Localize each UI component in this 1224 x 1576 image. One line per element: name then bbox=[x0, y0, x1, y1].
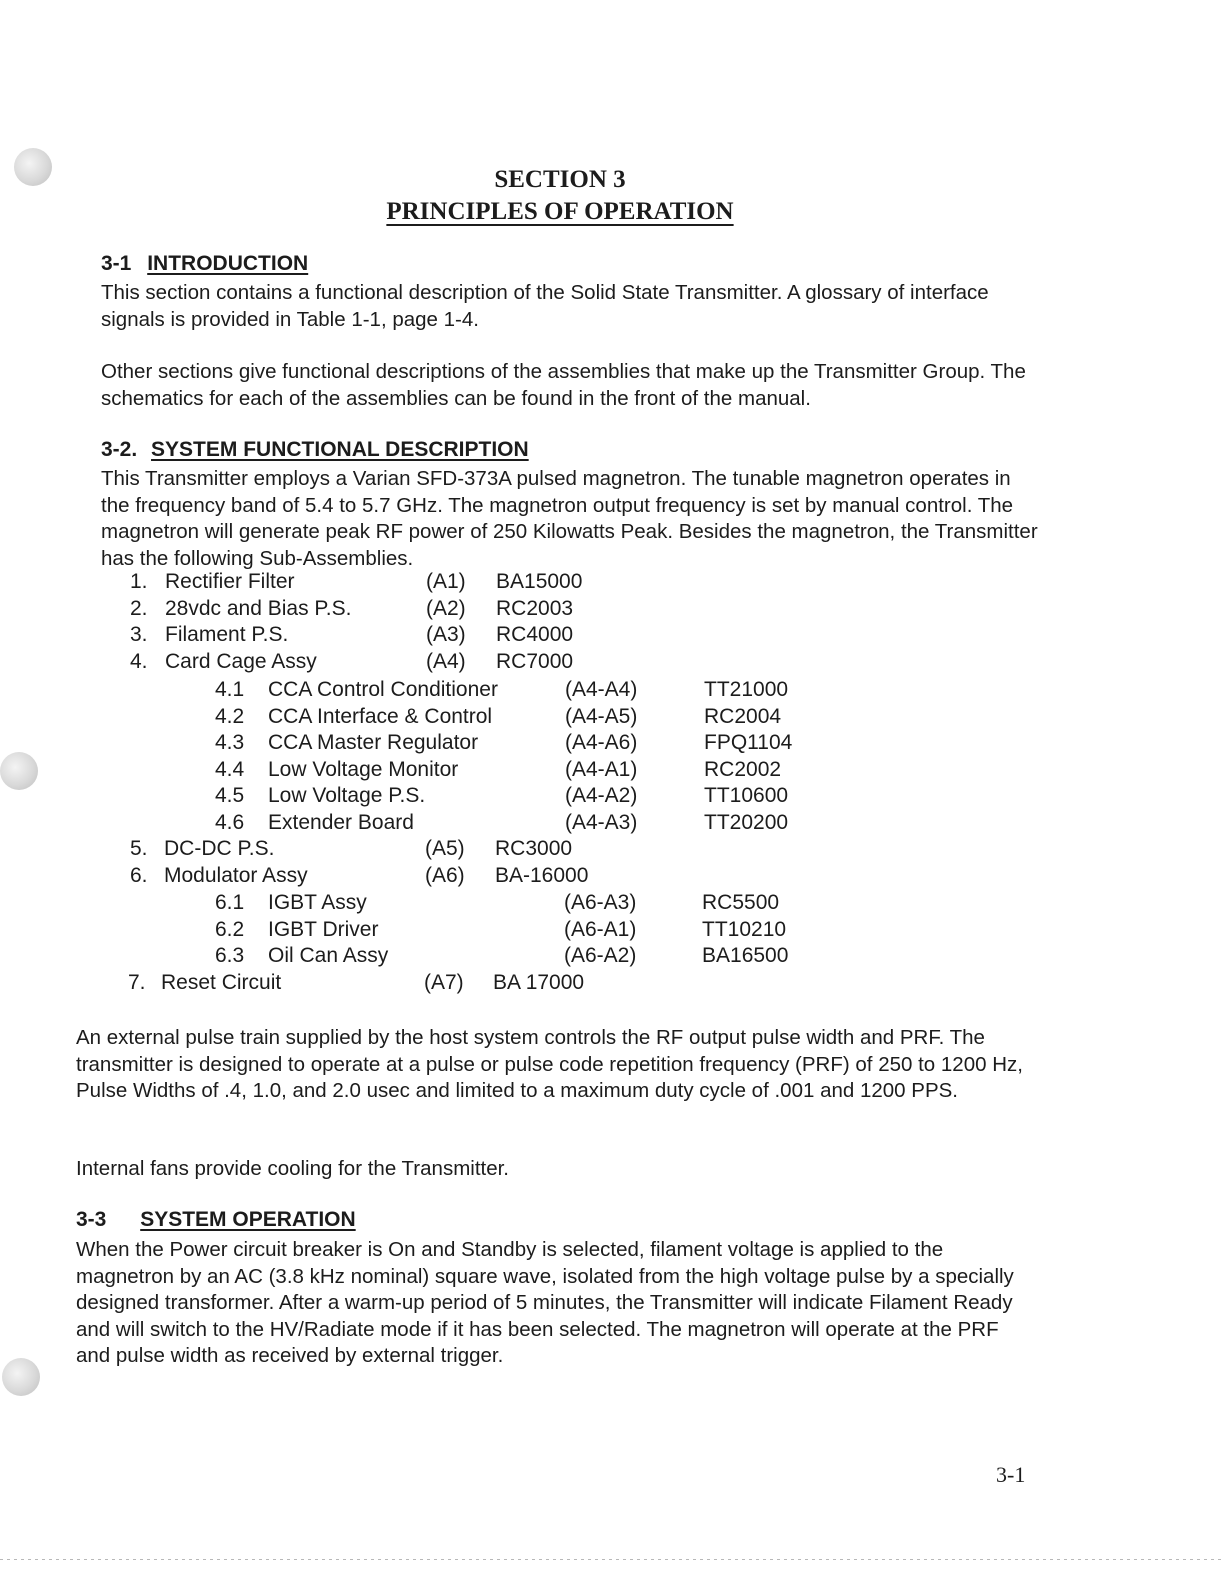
item-name: Reset Circuit bbox=[161, 971, 282, 994]
sysdesc-paragraph-1: This Transmitter employs a Varian SFD-373A pulsed magnetron. The tunable magnetron operates in the frequency band of 5.4 to 5.7 GHz. The magnetron output frequency is set by manual control. The magnetron will generate peak RF power of 250 Kilowatts Peak. Besides the magnetron, the Transmitter has the following Sub-Assemblies. bbox=[101, 467, 1038, 570]
item-number: 4.5 bbox=[215, 784, 245, 807]
section-title-text: PRINCIPLES OF OPERATION bbox=[386, 198, 734, 225]
intro-paragraph-1: This section contains a functional description of the Solid State Transmitter. A glossary of interface signals is provided in Table 1-1, page 1-4. bbox=[101, 281, 989, 331]
item-name: Low Voltage P.S. bbox=[268, 784, 426, 807]
item-ref: (A1) bbox=[426, 570, 466, 593]
item-name: Modulator Assy bbox=[164, 864, 308, 887]
punch-hole-bottom bbox=[2, 1358, 40, 1396]
item-ref: (A3) bbox=[426, 623, 466, 646]
item-part: RC2004 bbox=[704, 705, 782, 728]
item-ref: (A7) bbox=[424, 971, 464, 994]
item-part: BA15000 bbox=[496, 570, 583, 593]
item-ref: (A6) bbox=[425, 864, 465, 887]
item-number: 4.4 bbox=[215, 758, 245, 781]
item-number: 4. bbox=[130, 650, 148, 673]
item-name: Rectifier Filter bbox=[165, 570, 295, 593]
item-part: RC3000 bbox=[495, 837, 573, 860]
item-part: RC4000 bbox=[496, 623, 574, 646]
item-number: 1. bbox=[130, 570, 148, 593]
item-part: BA-16000 bbox=[495, 864, 589, 887]
sysop-paragraph-1: When the Power circuit breaker is On and Standby is selected, filament voltage is applied to the magnetron by an AC (3.8 kHz nominal) square wave, isolated from the high voltage pulse by a specially designed transformer. After a warm-up period of 5 minutes, the Transmitter will indicate Filament Ready and will switch to the HV/Radiate mode if it has been selected. The magnetron will operate at the PRF and pulse width as received by external trigger. bbox=[76, 1238, 1014, 1367]
item-name: Low Voltage Monitor bbox=[268, 758, 459, 781]
item-number: 7. bbox=[128, 971, 146, 994]
section-number: SECTION 3 bbox=[494, 166, 626, 193]
intro-heading-text: INTRODUCTION bbox=[147, 252, 309, 275]
intro-paragraph-2: Other sections give functional descriptions of the assemblies that make up the Transmitter Group. The schematics for each of the assemblies can be found in the front of the manual. bbox=[101, 360, 1026, 410]
page-number: 3-1 bbox=[996, 1462, 1026, 1487]
sysop-heading-text: SYSTEM OPERATION bbox=[140, 1208, 356, 1231]
item-number: 6.1 bbox=[215, 891, 245, 914]
item-ref: (A4-A4) bbox=[565, 678, 638, 701]
item-number: 4.1 bbox=[215, 678, 245, 701]
punch-hole-middle bbox=[0, 752, 38, 790]
item-number: 4.6 bbox=[215, 811, 245, 834]
item-ref: (A4-A5) bbox=[565, 705, 638, 728]
item-part: TT20200 bbox=[704, 811, 789, 834]
item-name: IGBT Assy bbox=[268, 891, 367, 914]
intro-heading bbox=[101, 252, 308, 276]
item-name: Filament P.S. bbox=[165, 623, 289, 646]
section-title bbox=[0, 198, 1120, 226]
item-ref: (A4) bbox=[426, 650, 466, 673]
item-part: TT10600 bbox=[704, 784, 789, 807]
sysdesc-heading-text: SYSTEM FUNCTIONAL DESCRIPTION bbox=[151, 438, 529, 461]
item-number: 4.2 bbox=[215, 705, 245, 728]
item-number: 6. bbox=[130, 864, 148, 887]
sysop-heading bbox=[76, 1208, 356, 1232]
item-ref: (A5) bbox=[425, 837, 465, 860]
item-number: 2. bbox=[130, 597, 148, 620]
item-number: 4.3 bbox=[215, 731, 245, 754]
item-ref: (A4-A2) bbox=[565, 784, 638, 807]
item-ref: (A6-A2) bbox=[564, 944, 637, 967]
sysdesc-heading bbox=[101, 438, 529, 462]
item-number: 6.2 bbox=[215, 918, 245, 941]
item-name: CCA Master Regulator bbox=[268, 731, 479, 754]
item-part: TT10210 bbox=[702, 918, 787, 941]
item-name: DC-DC P.S. bbox=[164, 837, 275, 860]
item-name: CCA Control Conditioner bbox=[268, 678, 498, 701]
item-part: RC7000 bbox=[496, 650, 574, 673]
item-name: Oil Can Assy bbox=[268, 944, 389, 967]
item-ref: (A2) bbox=[426, 597, 466, 620]
sysop-heading-number: 3-3 bbox=[76, 1208, 107, 1231]
item-part: FPQ1104 bbox=[704, 731, 793, 754]
item-part: RC2003 bbox=[496, 597, 574, 620]
item-number: 5. bbox=[130, 837, 148, 860]
item-name: IGBT Driver bbox=[268, 918, 379, 941]
item-number: 6.3 bbox=[215, 944, 245, 967]
sysdesc-heading-number: 3-2. bbox=[101, 438, 138, 461]
item-part: BA 17000 bbox=[493, 971, 585, 994]
sysdesc-paragraph-2: An external pulse train supplied by the host system controls the RF output pulse width and PRF. The transmitter is designed to operate at a pulse or pulse code repetition frequency (PRF) of 250 to 1200 Hz, Pulse Widths of .4, 1.0, and 2.0 usec and limited to a maximum duty cycle of .001 and 1200 PPS. bbox=[76, 1026, 1023, 1102]
item-ref: (A6-A1) bbox=[564, 918, 637, 941]
item-number: 3. bbox=[130, 623, 148, 646]
item-part: RC2002 bbox=[704, 758, 782, 781]
item-name: 28vdc and Bias P.S. bbox=[165, 597, 352, 620]
sysdesc-paragraph-3: Internal fans provide cooling for the Transmitter. bbox=[76, 1157, 510, 1180]
item-name: Extender Board bbox=[268, 811, 414, 834]
item-ref: (A4-A1) bbox=[565, 758, 638, 781]
item-name: CCA Interface & Control bbox=[268, 705, 493, 728]
item-ref: (A4-A3) bbox=[565, 811, 638, 834]
item-name: Card Cage Assy bbox=[165, 650, 317, 673]
item-part: TT21000 bbox=[704, 678, 789, 701]
item-part: RC5500 bbox=[702, 891, 780, 914]
intro-heading-number: 3-1 bbox=[101, 252, 132, 275]
item-part: BA16500 bbox=[702, 944, 789, 967]
item-ref: (A6-A3) bbox=[564, 891, 637, 914]
item-ref: (A4-A6) bbox=[565, 731, 638, 754]
scan-edge-line bbox=[0, 1559, 1224, 1560]
